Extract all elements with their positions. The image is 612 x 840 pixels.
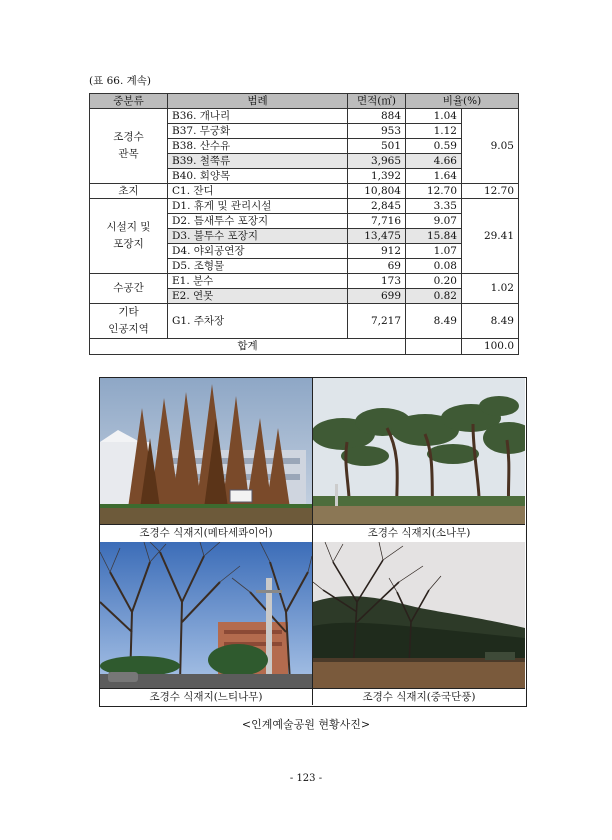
trident-maple-photo <box>313 542 525 688</box>
legend-cell: E1. 분수 <box>168 274 348 289</box>
total-row <box>90 339 519 355</box>
legend-cell: B38. 산수유 <box>168 139 348 154</box>
ratio-cell: 1.12 <box>406 124 462 139</box>
photo-caption: 조경수 식재지(중국단풍) <box>313 688 525 706</box>
photo-caption: 조경수 식재지(메타세콰이어) <box>100 524 312 542</box>
table-caption: (표 66. 계속) <box>89 75 151 87</box>
photo-caption: 조경수 식재지(느티나무) <box>100 688 312 706</box>
table-row <box>90 304 519 339</box>
ratio-cell: 1.64 <box>406 169 462 184</box>
area-cell: 912 <box>348 244 406 259</box>
category-cell <box>90 199 168 274</box>
pine-photo <box>313 378 525 524</box>
category-name: 초지 <box>90 184 168 199</box>
header-area: 면적(㎡) <box>348 94 406 109</box>
category-name: 관목 <box>118 148 139 160</box>
area-cell: 501 <box>348 139 406 154</box>
subtotal-cell: 12.70 <box>462 184 519 199</box>
ratio-cell: 4.66 <box>406 154 462 169</box>
total-empty-cell <box>406 339 462 355</box>
land-cover-table <box>89 93 519 355</box>
subtotal-cell: 9.05 <box>462 109 519 184</box>
category-name: 기타 <box>118 306 139 318</box>
table-row <box>90 199 519 214</box>
category-name: 조경수 <box>113 131 144 143</box>
area-cell: 173 <box>348 274 406 289</box>
category-cell <box>90 304 168 339</box>
legend-cell: B36. 개나리 <box>168 109 348 124</box>
legend-cell: C1. 잔디 <box>168 184 348 199</box>
legend-cell: D4. 야외공연장 <box>168 244 348 259</box>
subtotal-cell: 29.41 <box>462 199 519 274</box>
area-cell: 69 <box>348 259 406 274</box>
zelkova-photo <box>100 542 312 688</box>
area-cell: 13,475 <box>348 229 406 244</box>
photo-caption: 조경수 식재지(소나무) <box>313 524 525 542</box>
ratio-cell: 1.07 <box>406 244 462 259</box>
legend-cell: B37. 무궁화 <box>168 124 348 139</box>
area-cell: 7,217 <box>348 304 406 339</box>
photo-cell <box>100 378 313 542</box>
area-cell: 3,965 <box>348 154 406 169</box>
area-cell: 884 <box>348 109 406 124</box>
ratio-cell: 0.20 <box>406 274 462 289</box>
photo-grid <box>99 377 527 707</box>
header-category: 중분류 <box>90 94 168 109</box>
legend-cell: D2. 틈새투수 포장지 <box>168 214 348 229</box>
photo-cell <box>313 378 525 542</box>
subtotal-cell: 1.02 <box>462 274 519 304</box>
area-cell: 1,392 <box>348 169 406 184</box>
legend-cell: D1. 휴게 및 관리시설 <box>168 199 348 214</box>
legend-cell: E2. 연못 <box>168 289 348 304</box>
area-cell: 699 <box>348 289 406 304</box>
category-name: 시설지 및 <box>106 221 151 233</box>
legend-cell: D3. 불투수 포장지 <box>168 229 348 244</box>
category-name: 포장지 <box>113 238 144 250</box>
page-number: - 123 - <box>289 773 323 784</box>
area-cell: 7,716 <box>348 214 406 229</box>
legend-cell: B40. 회양목 <box>168 169 348 184</box>
ratio-cell: 0.82 <box>406 289 462 304</box>
figure-caption: <인계예술공원 현황사진> <box>241 718 371 731</box>
category-name: 인공지역 <box>108 323 149 335</box>
ratio-cell: 1.04 <box>406 109 462 124</box>
table-row <box>90 274 519 289</box>
photo-cell <box>313 542 525 705</box>
legend-cell: D5. 조형물 <box>168 259 348 274</box>
subtotal-cell: 8.49 <box>462 304 519 339</box>
total-value: 100.0 <box>462 339 519 355</box>
header-legend: 범례 <box>168 94 348 109</box>
area-cell: 2,845 <box>348 199 406 214</box>
ratio-cell: 15.84 <box>406 229 462 244</box>
ratio-cell: 0.08 <box>406 259 462 274</box>
area-cell: 10,804 <box>348 184 406 199</box>
table-row <box>90 184 519 199</box>
table-row <box>90 109 519 124</box>
category-name: 수공간 <box>90 274 168 304</box>
legend-cell: B39. 철쭉류 <box>168 154 348 169</box>
ratio-cell: 9.07 <box>406 214 462 229</box>
ratio-cell: 8.49 <box>406 304 462 339</box>
ratio-cell: 3.35 <box>406 199 462 214</box>
category-cell <box>90 109 168 184</box>
legend-cell: G1. 주차장 <box>168 304 348 339</box>
photo-cell <box>100 542 313 705</box>
ratio-cell: 12.70 <box>406 184 462 199</box>
area-cell: 953 <box>348 124 406 139</box>
header-ratio: 비율(%) <box>406 94 519 109</box>
table-header-row <box>90 94 519 109</box>
total-label: 합계 <box>90 339 406 355</box>
ratio-cell: 0.59 <box>406 139 462 154</box>
metasequoia-photo <box>100 378 312 524</box>
